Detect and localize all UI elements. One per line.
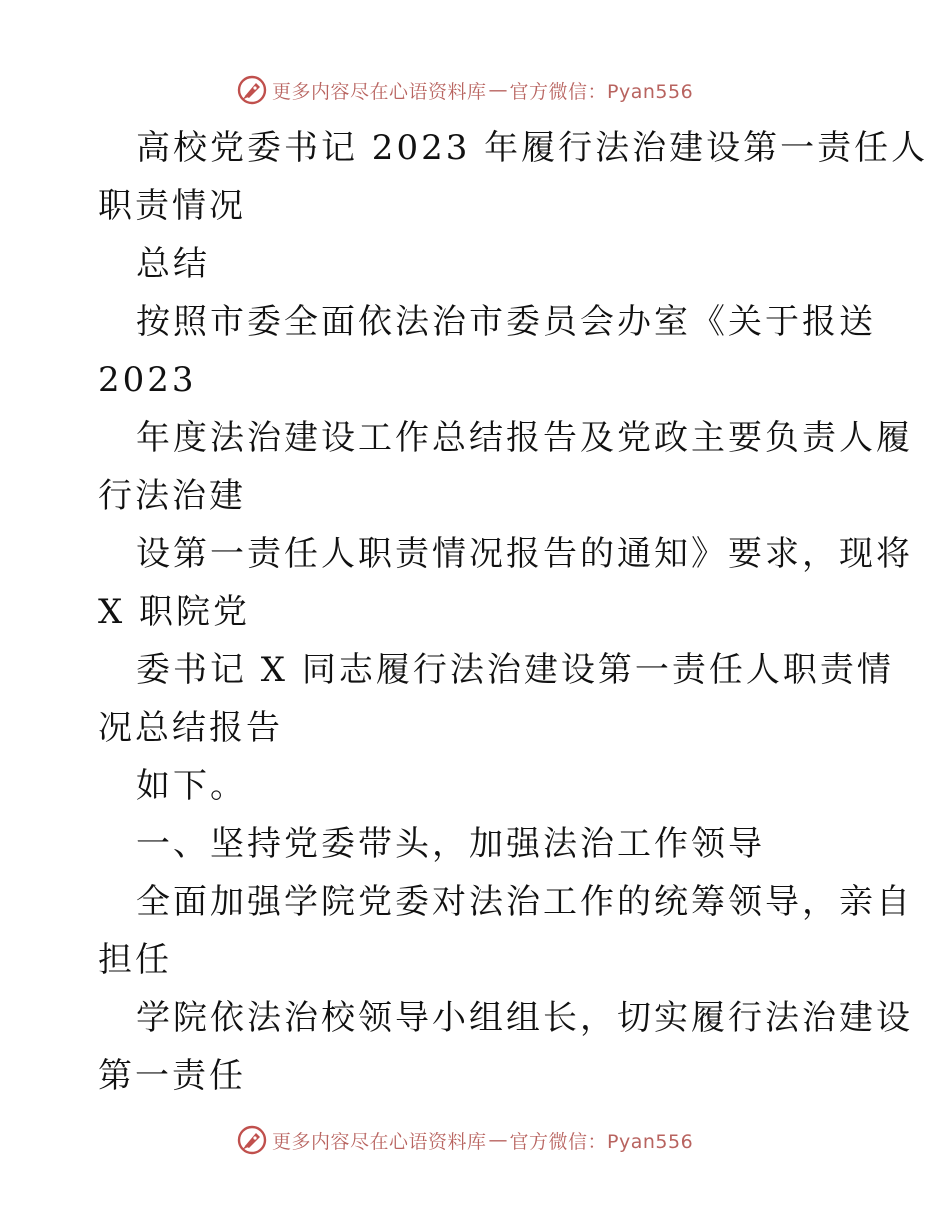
doc-line: 全面加强学院党委对法治工作的统筹领导，亲自 xyxy=(136,882,913,922)
watermark-separator: — xyxy=(488,79,508,101)
doc-line: 按照市委全面依法治市委员会办室《关于报送 xyxy=(136,302,876,342)
doc-line: 总结 xyxy=(136,244,210,284)
doc-line: 高校党委书记 2023 年履行法治建设第一责任人 xyxy=(136,128,929,168)
doc-line: 委书记 X 同志履行法治建设第一责任人职责情 xyxy=(136,650,894,690)
watermark-brand: 更多内容尽在心语资料库 xyxy=(272,80,487,103)
watermark-contact: 官方微信：Pyan556 xyxy=(509,1130,694,1153)
doc-line: 年度法治建设工作总结报告及党政主要负责人履 xyxy=(136,418,913,458)
doc-line: X 职院党 xyxy=(98,592,251,632)
doc-line: 学院依法治校领导小组组长，切实履行法治建设 xyxy=(136,998,913,1038)
doc-line: 担任 xyxy=(98,940,172,980)
watermark-contact: 官方微信：Pyan556 xyxy=(509,80,694,103)
watermark-brand: 更多内容尽在心语资料库 xyxy=(272,1130,487,1153)
header-watermark xyxy=(236,73,693,107)
pen-nib-seal-icon xyxy=(236,74,268,106)
doc-line: 况总结报告 xyxy=(98,708,283,748)
doc-line: 如下。 xyxy=(136,766,247,806)
doc-line: 职责情况 xyxy=(98,186,246,226)
footer-watermark xyxy=(236,1123,693,1157)
doc-line: 2023 xyxy=(98,360,197,400)
doc-line: 第一责任 xyxy=(98,1056,246,1096)
section-heading: 一、坚持党委带头，加强法治工作领导 xyxy=(136,824,765,864)
pen-nib-seal-icon xyxy=(236,1124,268,1156)
doc-line: 设第一责任人职责情况报告的通知》要求，现将 xyxy=(136,534,913,574)
watermark-separator: — xyxy=(488,1129,508,1151)
doc-line: 行法治建 xyxy=(98,476,246,516)
